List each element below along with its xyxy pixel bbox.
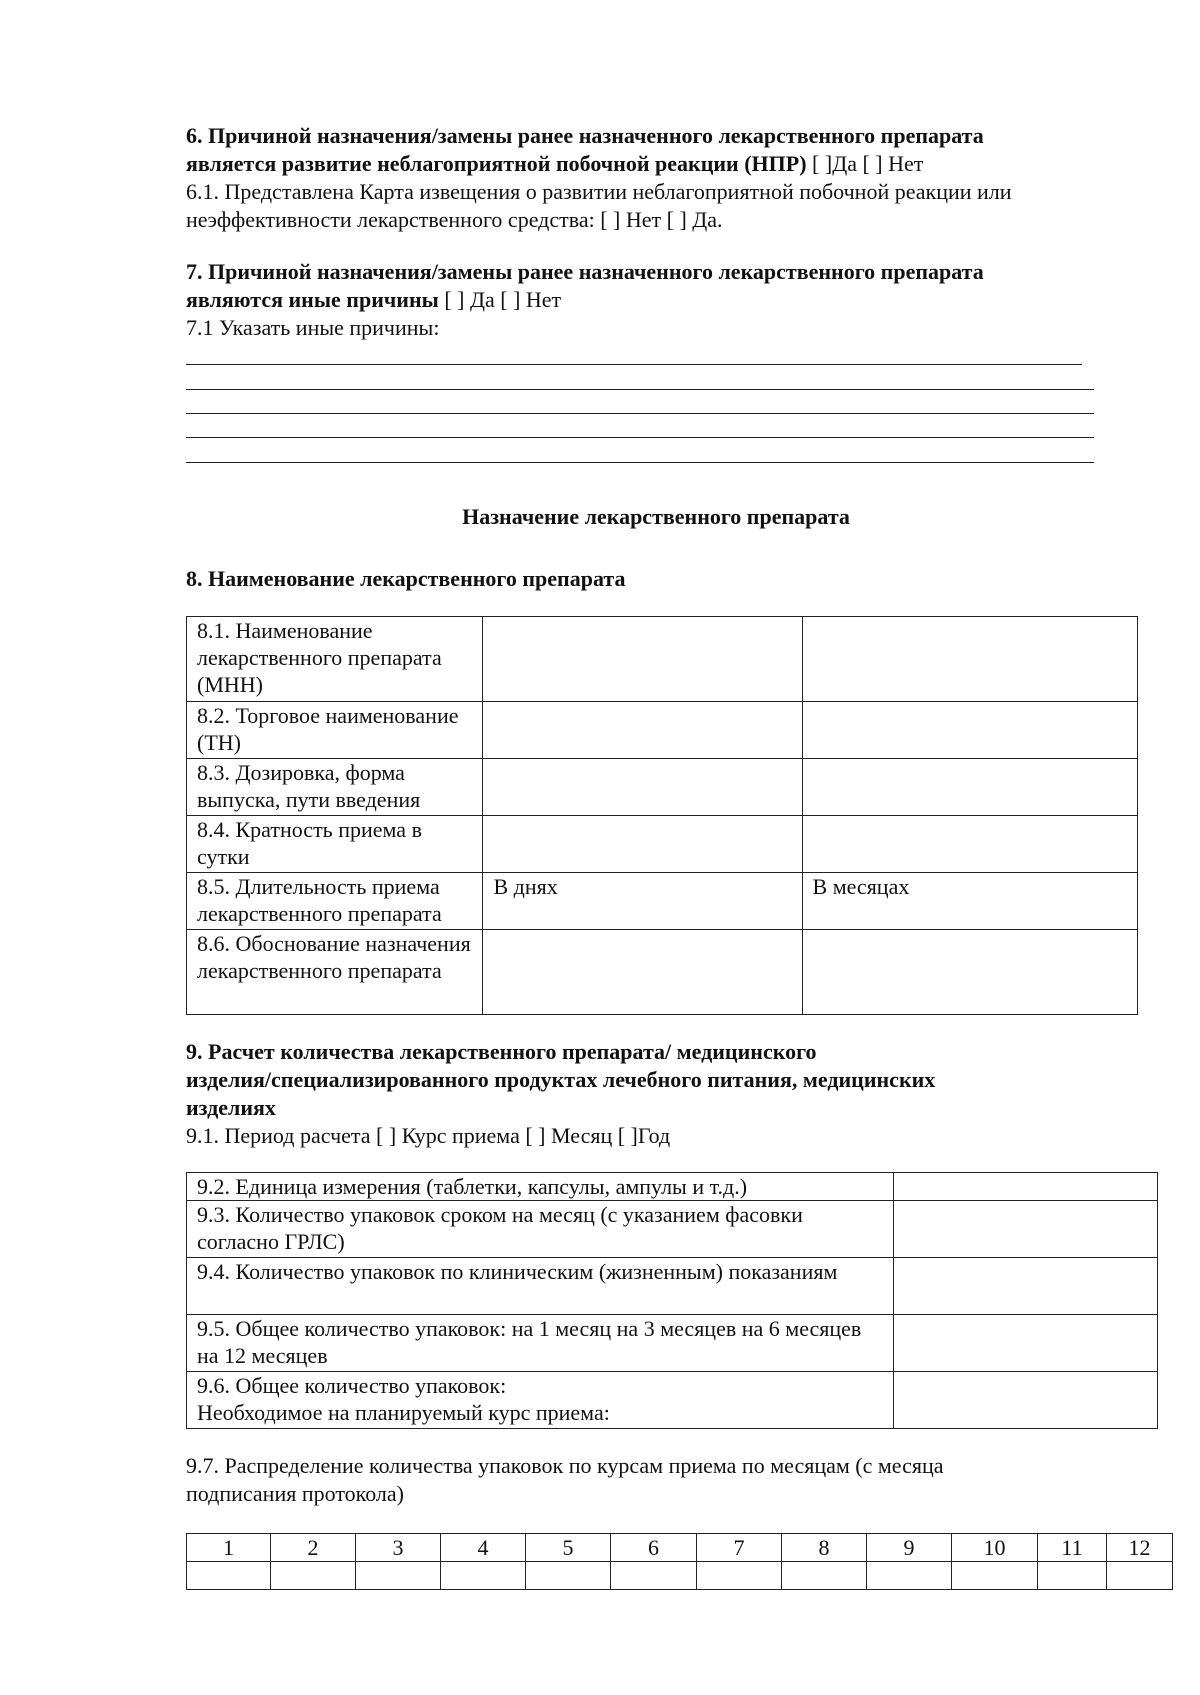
table-row	[187, 873, 1138, 930]
section-9-7	[186, 1452, 1146, 1508]
section-9-heading-line2: изделия/специализированного продуктах лечебного питания, медицинских	[186, 1067, 936, 1092]
table-row	[187, 930, 1138, 1015]
month-value-cell[interactable]	[867, 1562, 952, 1590]
row-value[interactable]	[802, 816, 1137, 873]
month-value-cell[interactable]	[697, 1562, 782, 1590]
row-value[interactable]	[893, 1201, 1157, 1258]
month-value-cell[interactable]	[1107, 1562, 1173, 1590]
row-label: 8.2. Торговое наименование (ТН)	[187, 702, 483, 759]
month-header-cell: 5	[526, 1534, 611, 1562]
row-value[interactable]	[483, 816, 802, 873]
other-reasons-line-2[interactable]	[186, 389, 1094, 390]
row-label: 9.5. Общее количество упаковок: на 1 месяц на 3 месяцев на 6 месяцев на 12 месяцев	[187, 1315, 894, 1372]
duration-months-cell[interactable]: В месяцах	[802, 873, 1137, 930]
table-row	[187, 1201, 1158, 1258]
row-value[interactable]	[893, 1315, 1157, 1372]
table-row	[187, 1315, 1158, 1372]
month-value-cell[interactable]	[782, 1562, 867, 1590]
section-9	[186, 1038, 1126, 1150]
month-header-cell: 1	[187, 1534, 271, 1562]
row-label-line1: 9.6. Общее количество упаковок:	[197, 1373, 507, 1398]
row-label: 9.3. Количество упаковок сроком на месяц (с указанием фасовки согласно ГРЛС)	[187, 1201, 894, 1258]
section-6-heading-line2	[186, 150, 1126, 178]
section-6-1-line2[interactable]: неэффективности лекарственного средства: [ ] Нет [ ] Да.	[186, 207, 723, 232]
row-label	[187, 1372, 894, 1429]
other-reasons-line-3[interactable]	[186, 413, 1094, 414]
month-header-cell: 7	[697, 1534, 782, 1562]
table-row	[187, 1173, 1158, 1201]
month-header-cell: 9	[867, 1534, 952, 1562]
month-value-cell[interactable]	[611, 1562, 697, 1590]
month-value-cell[interactable]	[1038, 1562, 1107, 1590]
row-label: 9.4. Количество упаковок по клиническим (жизненным) показаниям	[187, 1258, 894, 1315]
row-value[interactable]	[802, 702, 1137, 759]
section-7-heading-bold: являются иные причины	[186, 287, 439, 312]
month-value-cell[interactable]	[441, 1562, 526, 1590]
row-label: 8.6. Обоснование назначения лекарственного препарата	[187, 930, 483, 1015]
table-row	[187, 702, 1138, 759]
row-label: 8.3. Дозировка, форма выпуска, пути введения	[187, 759, 483, 816]
row-value[interactable]	[802, 759, 1137, 816]
section-9-heading-line3: изделиях	[186, 1095, 276, 1120]
month-value-cell[interactable]	[526, 1562, 611, 1590]
other-reasons-line-1[interactable]	[186, 364, 1082, 365]
section-6-heading-line1: 6. Причиной назначения/замены ранее назначенного лекарственного препарата	[186, 123, 984, 148]
section-6-heading-bold: является развитие неблагоприятной побочной реакции (НПР)	[186, 151, 807, 176]
section-7-1-label: 7.1 Указать иные причины:	[186, 315, 440, 340]
month-header-cell: 10	[952, 1534, 1038, 1562]
table-row	[187, 1372, 1158, 1429]
row-label-line2: Необходимое на планируемый курс приема:	[197, 1400, 610, 1425]
month-values-row	[187, 1562, 1173, 1590]
section-7	[186, 258, 1126, 342]
row-value[interactable]	[893, 1173, 1157, 1201]
row-label: 8.5. Длительность приема лекарственного препарата	[187, 873, 483, 930]
month-header-cell: 11	[1038, 1534, 1107, 1562]
section-9-7-line2: подписания протокола)	[186, 1481, 405, 1506]
month-value-cell[interactable]	[187, 1562, 271, 1590]
section-9-heading-line1: 9. Расчет количества лекарственного препарата/ медицинского	[186, 1039, 817, 1064]
table-row	[187, 1258, 1158, 1315]
section-7-answer-options[interactable]: [ ] Да [ ] Нет	[438, 287, 562, 312]
table-row	[187, 617, 1138, 702]
section-6-answer-options[interactable]: [ ]Да [ ] Нет	[806, 151, 924, 176]
month-header-cell: 6	[611, 1534, 697, 1562]
month-header-cell: 12	[1107, 1534, 1173, 1562]
table-row	[187, 816, 1138, 873]
section-title: Назначение лекарственного препарата	[462, 504, 850, 529]
month-header-cell: 2	[271, 1534, 356, 1562]
month-value-cell[interactable]	[271, 1562, 356, 1590]
section-9-1-period[interactable]: 9.1. Период расчета [ ] Курс приема [ ] Месяц [ ]Год	[186, 1123, 671, 1148]
row-value[interactable]	[802, 930, 1137, 1015]
month-header-row	[187, 1534, 1173, 1562]
table-row	[187, 759, 1138, 816]
section-7-heading-line2	[186, 286, 1126, 314]
row-value[interactable]	[483, 617, 802, 702]
drug-details-table	[186, 616, 1138, 1015]
month-header-cell: 3	[356, 1534, 441, 1562]
monthly-distribution-table	[186, 1533, 1173, 1590]
other-reasons-line-5[interactable]	[186, 462, 1094, 463]
month-header-cell: 4	[441, 1534, 526, 1562]
month-value-cell[interactable]	[952, 1562, 1038, 1590]
row-value[interactable]	[802, 617, 1137, 702]
section-6	[186, 122, 1126, 234]
quantity-table	[186, 1172, 1158, 1429]
row-value[interactable]	[483, 759, 802, 816]
row-label: 8.1. Наименование лекарственного препарата (МНН)	[187, 617, 483, 702]
row-value[interactable]	[893, 1258, 1157, 1315]
duration-days-cell[interactable]: В днях	[483, 873, 802, 930]
row-value[interactable]	[483, 702, 802, 759]
row-value[interactable]	[483, 930, 802, 1015]
row-label: 9.2. Единица измерения (таблетки, капсулы, ампулы и т.д.)	[187, 1173, 894, 1201]
row-label: 8.4. Кратность приема в сутки	[187, 816, 483, 873]
month-value-cell[interactable]	[356, 1562, 441, 1590]
section-7-heading-line1: 7. Причиной назначения/замены ранее назначенного лекарственного препарата	[186, 259, 984, 284]
section-8-heading: 8. Наименование лекарственного препарата	[186, 566, 626, 591]
month-header-cell: 8	[782, 1534, 867, 1562]
section-9-7-line1: 9.7. Распределение количества упаковок по курсам приема по месяцам (с месяца	[186, 1453, 944, 1478]
section-6-1-line1: 6.1. Представлена Карта извещения о развитии неблагоприятной побочной реакции или	[186, 179, 1012, 204]
row-value[interactable]	[893, 1372, 1157, 1429]
other-reasons-line-4[interactable]	[186, 437, 1094, 438]
